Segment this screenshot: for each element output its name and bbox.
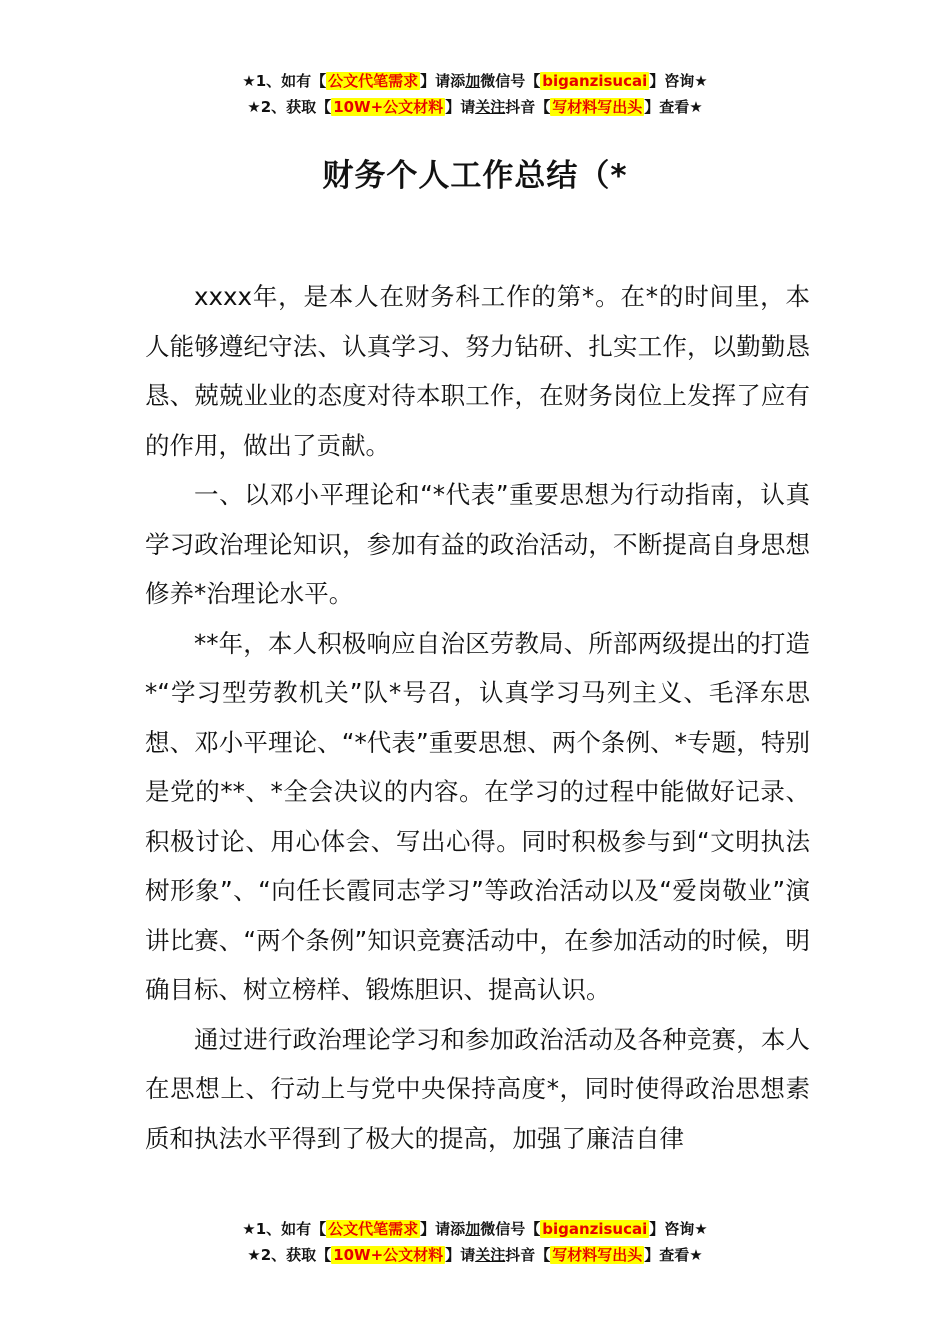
banner-text: 】查看★ (644, 1246, 703, 1264)
banner-text: ★2、获取【 (247, 98, 332, 116)
document-title: 财务个人工作总结（* (322, 158, 628, 194)
banner-text: 】请 (445, 98, 476, 116)
document-body (145, 272, 810, 1163)
highlight-materials: 10W+公文材料 (333, 98, 444, 116)
banner-line-2 (0, 1242, 950, 1268)
banner-line-1 (0, 1216, 950, 1242)
highlight-douyin-id: 写材料写出头 (552, 1246, 643, 1264)
banner-text: 】请 (445, 1246, 476, 1264)
banner-text: ★1、如有【 (242, 1220, 327, 1238)
banner-text: 关注 (475, 1246, 506, 1264)
highlight-wechat-id: biganzisucai (542, 1220, 648, 1238)
highlight-service: 公文代笔需求 (328, 72, 419, 90)
paragraph-intro: xxxx年，是本人在财务科工作的第*。在*的时间里，本人能够遵纪守法、认真学习、努力钻研、扎实工作，以勤勤恳恳、兢兢业业的态度对待本职工作，在财务岗位上发挥了应有的作用，做出了贡献。 (145, 282, 810, 460)
banner-text: 】请添 (420, 72, 466, 90)
banner-text: 微信号【 (480, 72, 541, 90)
banner-text: 抖音【 (505, 1246, 551, 1264)
highlight-materials: 10W+公文材料 (333, 1246, 444, 1264)
header-banner (0, 68, 950, 120)
banner-text: ★1、如有【 (242, 72, 327, 90)
banner-text: 关注 (475, 98, 506, 116)
banner-text: 】查看★ (644, 98, 703, 116)
banner-text: 加 (465, 72, 481, 90)
banner-text: 】咨询★ (649, 72, 708, 90)
banner-text: 加 (465, 1220, 481, 1238)
highlight-wechat-id: biganzisucai (542, 72, 648, 90)
highlight-douyin-id: 写材料写出头 (552, 98, 643, 116)
footer-banner (0, 1216, 950, 1268)
highlight-service: 公文代笔需求 (328, 1220, 419, 1238)
banner-line-2 (0, 94, 950, 120)
banner-text: ★2、获取【 (247, 1246, 332, 1264)
paragraph-study: **年，本人积极响应自治区劳教局、所部两级提出的打造*“学习型劳教机关”队*号召，认真学习马列主义、毛泽东思想、邓小平理论、“*代表”重要思想、两个条例、*专题，特别是党的**、*全会决议的内容。在学习的过程中能做好记录、积极讨论、用心体会、写出心得。同时积极参与到“文明执法树形象”、“向任长霞同志学习”等政治活动以及“爱岗敬业”演讲比赛、“两个条例”知识竞赛活动中，在参加活动的时候，明确目标、树立榜样、锻炼胆识、提高认识。 (145, 628, 810, 1004)
banner-text: 微信号【 (480, 1220, 541, 1238)
banner-text: 抖音【 (505, 98, 551, 116)
banner-text: 】咨询★ (649, 1220, 708, 1238)
paragraph-section-1: 一、以邓小平理论和“*代表”重要思想为行动指南，认真学习政治理论知识，参加有益的政治活动，不断提高自身思想修养*治理论水平。 (145, 480, 810, 608)
paragraph-result: 通过进行政治理论学习和参加政治活动及各种竞赛，本人在思想上、行动上与党中央保持高度*，同时使得政治思想素质和执法水平得到了极大的提高，加强了廉洁自律 (145, 1024, 810, 1153)
banner-line-1 (0, 68, 950, 94)
banner-text: 】请添 (420, 1220, 466, 1238)
